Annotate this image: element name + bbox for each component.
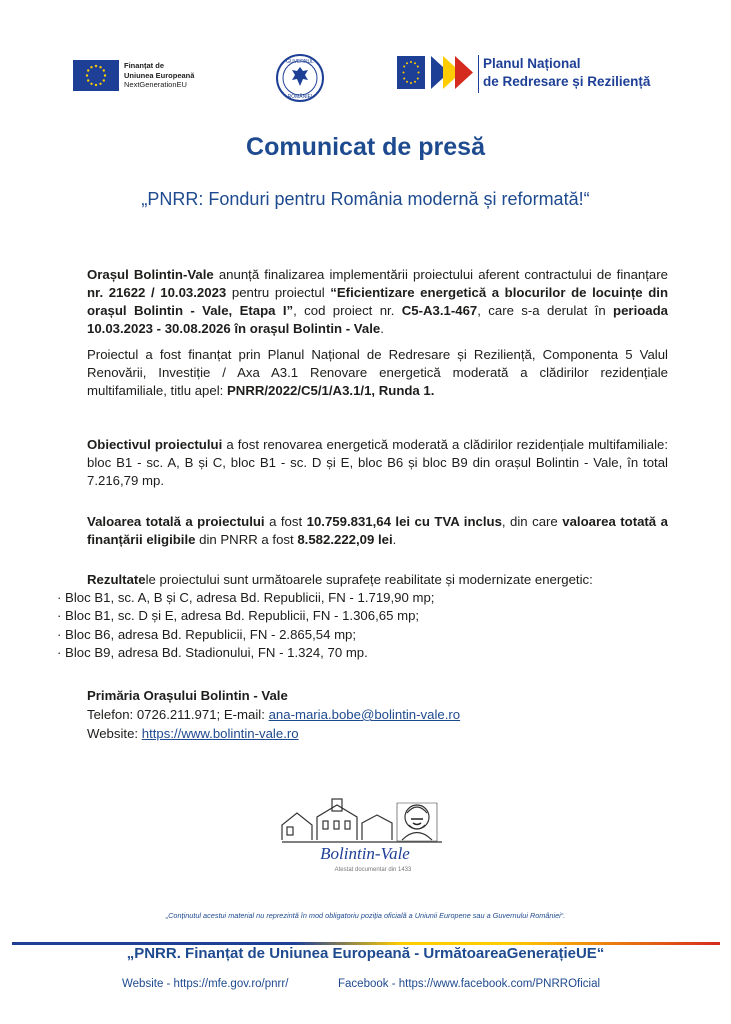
p4-text: , din care <box>501 514 563 529</box>
p1-project-code: C5-A3.1-467 <box>401 303 478 318</box>
page-subtitle: „PNRR: Fonduri pentru România modernă și reformată!“ <box>141 189 590 209</box>
eu-line1: Finanțat de <box>124 61 165 70</box>
p1-period: perioada 10.03.2023 - 30.08.2026 în orașul Bolintin - Vale <box>87 303 669 336</box>
p3-text: a fost renovarea energetică moderată a clădirilor rezidențiale multifamiliale: bloc B1 - sc. A, B și C, bloc B1 - sc. D și E, bloc B6 și bloc B9 din orașul Bolintin - Vale, în total 7.216,79 mp. <box>87 437 668 488</box>
pnrr-line1: Planul Național <box>483 56 581 71</box>
paragraph-objective <box>87 436 668 490</box>
contact-block <box>87 686 460 743</box>
footer-website-link[interactable]: Website - https://mfe.gov.ro/pnrr/ <box>122 978 289 990</box>
p4-text: din PNRR a fost <box>195 532 298 547</box>
paragraph-value <box>87 513 668 549</box>
p4-text: . <box>392 532 397 547</box>
email-link[interactable]: ana-maria.bobe@bolintin-vale.ro <box>268 707 461 722</box>
p2-text: Proiectul a fost finanțat prin Planul Național de Redresare și Reziliență, Componenta 5 Valul Renovării, Investiție / Axa A3.1 Renovare energetică moderată a clădirilor rezidențiale multifamiliale, titlu apel: <box>87 347 668 398</box>
p1-text: , cod proiect nr. <box>293 303 402 318</box>
disclaimer: „Conținutul acestui material nu reprezintă în mod obligatoriu poziția oficială a Uniunii Europene sau a Guvernului României“. <box>165 911 566 920</box>
page-title: Comunicat de presă <box>246 133 485 161</box>
footer-facebook-link[interactable]: Facebook - https://www.facebook.com/PNRROficial <box>338 978 601 990</box>
p4-eligible-value: 8.582.222,09 lei <box>297 532 393 547</box>
pnrr-line2: de Redresare și Reziliență <box>483 74 651 89</box>
p1-town: Orașul Bolintin-Vale <box>87 267 214 282</box>
p4-text: a fost <box>264 514 307 529</box>
list-item: · Bloc B1, sc. D și E, adresa Bd. Republicii, FN - 1.306,65 mp; <box>57 608 420 624</box>
government-seal-icon <box>275 53 325 103</box>
contact-org: Primăria Orașului Bolintin - Vale <box>87 688 288 703</box>
seal-text-top: GUVERNUL <box>286 59 314 65</box>
p1-text: . <box>380 321 384 336</box>
website-link[interactable]: https://www.bolintin-vale.ro <box>141 726 299 741</box>
paragraph-funding <box>87 346 668 400</box>
seal-text-bottom: ROMÂNIEI <box>287 94 313 100</box>
p1-contract: nr. 21622 / 10.03.2023 <box>87 285 227 300</box>
results-label: Rezultate <box>87 572 146 587</box>
pnrr-logo-icon <box>397 55 477 90</box>
town-logo-name: Bolintin-Vale <box>320 844 410 863</box>
p4-label: Valoarea totală a proiectului <box>87 514 265 529</box>
list-item: · Bloc B9, adresa Bd. Stadionului, FN - 1.324, 70 mp. <box>57 644 368 660</box>
footer-title: „PNRR. Finanțat de Uniunea Europeană - UrmătoareaGenerațieUE“ <box>126 945 605 962</box>
p3-label: Obiectivul proiectului <box>87 437 223 452</box>
header-divider <box>478 55 479 93</box>
list-item: · Bloc B6, adresa Bd. Republicii, FN - 2.865,54 mp; <box>57 626 357 642</box>
contact-phone: Telefon: 0726.211.971; E-mail: <box>87 707 269 722</box>
p2-call-title: PNRR/2022/C5/1/A3.1/1, Runda 1. <box>227 383 435 398</box>
p4-total-value: 10.759.831,64 lei cu TVA inclus <box>306 514 502 529</box>
p1-text: pentru proiectul <box>226 285 331 300</box>
p1-text: , care s-a derulat în <box>477 303 614 318</box>
town-logo-tagline: Atestat documentar din 1433 <box>334 867 412 873</box>
eu-flag-icon <box>73 60 119 91</box>
eu-line2: Uniunea Europeană <box>124 70 195 80</box>
tricolor-rule <box>12 932 720 935</box>
results-list <box>57 571 593 662</box>
p4-eligible-label: valoarea totată a finanțării eligibile <box>87 514 668 547</box>
pnrr-title <box>483 55 650 91</box>
p1-text: anunță finalizarea implementării proiectului aferent contractului de finanțare <box>213 267 668 282</box>
results-text: le proiectului sunt următoarele suprafețe reabilitate și modernizate energetic: <box>145 572 593 587</box>
paragraph-announcement <box>87 266 668 338</box>
website-label: Website: <box>87 726 142 741</box>
p1-project-title: “Eficientizare energetică a blocurilor de locuințe din orașul Bolintin - Vale, Etapa I” <box>87 285 668 318</box>
eu-funding-label <box>124 61 194 90</box>
eu-line3: NextGenerationEU <box>124 80 187 89</box>
town-logo <box>277 795 447 875</box>
list-item: · Bloc B1, sc. A, B și C, adresa Bd. Republicii, FN - 1.719,90 mp; <box>57 590 435 606</box>
results-lead <box>57 571 593 589</box>
